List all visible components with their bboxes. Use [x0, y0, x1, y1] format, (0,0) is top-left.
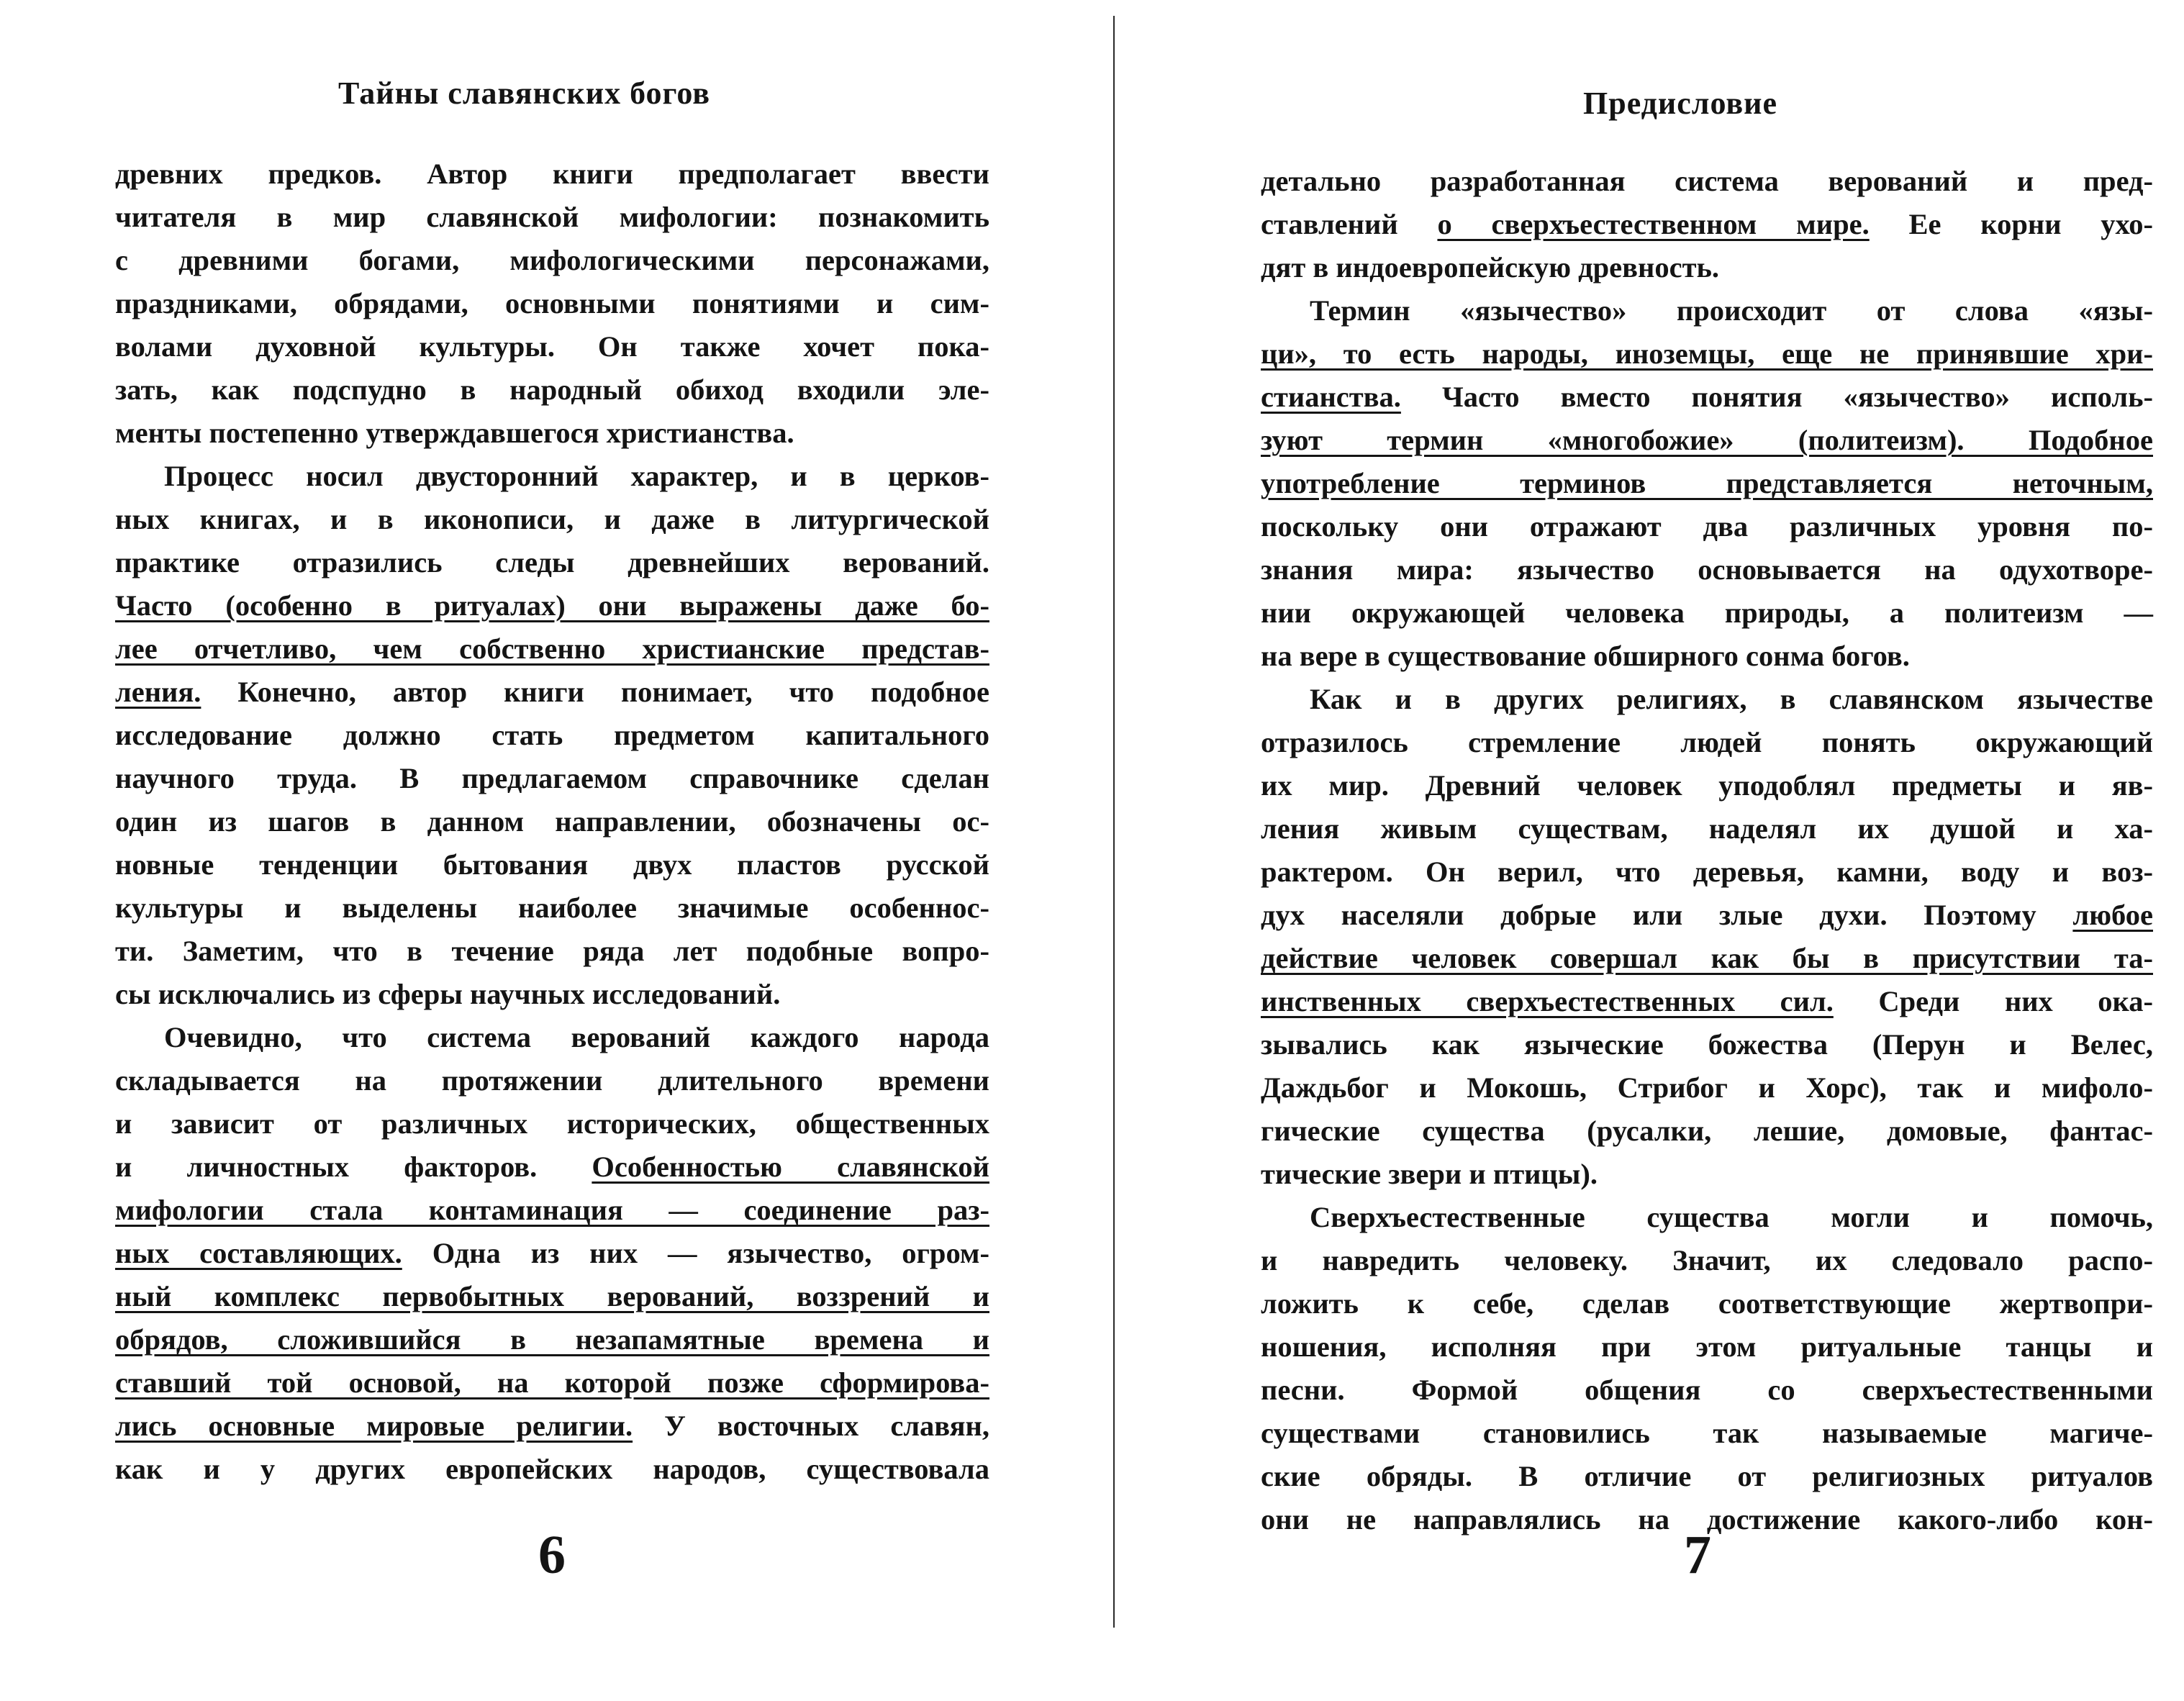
text-line: рактером. Он верил, что деревья, камни, воду и воз-: [1261, 856, 2153, 888]
underlined-text: лись основные мировые религии.: [115, 1410, 633, 1442]
text-line: на вере в существование обширного сонма богов.: [1261, 640, 1910, 672]
text-line: складывается на протяжении длительного времени: [115, 1064, 989, 1097]
underlined-line: ци», то есть народы, иноземцы, еще не принявшие хри-: [1261, 337, 2153, 370]
underlined-text: ных составляющих.: [115, 1237, 402, 1269]
text-line: [1261, 376, 2153, 419]
right-text-block: [1261, 160, 2153, 1541]
text-fragment: ставлений: [1261, 208, 1438, 240]
text-fragment: и личностных факторов.: [115, 1151, 592, 1183]
underlined-line: зуют термин «многобожие» (политеизм). Подобное: [1261, 424, 2153, 456]
text-line: [115, 1232, 989, 1275]
text-line: гические существа (русалки, лешие, домовые, фантас-: [1261, 1115, 2153, 1147]
text-line: сы исключались из сферы научных исследований.: [115, 978, 781, 1010]
underlined-line: употребление терминов представляется неточным,: [1261, 467, 2153, 499]
text-line: ские обряды. В отличие от религиозных ритуалов: [1261, 1460, 2153, 1492]
text-line: праздниками, обрядами, основными понятиями и сим-: [115, 287, 989, 319]
text-line: читателя в мир славянской мифологии: познакомить: [115, 201, 989, 233]
text-line: древних предков. Автор книги предполагает ввести: [115, 158, 989, 190]
text-line: нии окружающей человека природы, а политеизм —: [1261, 597, 2153, 629]
underlined-text: ления.: [115, 676, 201, 708]
text-line: [115, 1146, 989, 1189]
text-line: с древними богами, мифологическими персонажами,: [115, 244, 989, 276]
text-line: как и у других европейских народов, существовала: [115, 1453, 989, 1485]
underlined-text: любое: [2072, 899, 2153, 931]
text-line: научного труда. В предлагаемом справочнике сделан: [115, 762, 989, 794]
text-line: зать, как подспудно в народный обиход входили эле-: [115, 373, 989, 406]
text-line: Сверхъестественные существа могли и помочь,: [1310, 1201, 2153, 1233]
underlined-line: обрядов, сложившийся в незапамятные времена и: [115, 1323, 989, 1356]
text-fragment: Ее корни ухо-: [1869, 208, 2153, 240]
text-line: их мир. Древний человек уподоблял предметы и яв-: [1261, 769, 2153, 802]
left-page-number: 6: [538, 1525, 566, 1585]
text-line: новные тенденции бытования двух пластов русской: [115, 848, 989, 881]
text-line: [115, 671, 989, 714]
underlined-line: ный комплекс первобытных верований, воззрений и: [115, 1280, 989, 1312]
text-fragment: Конечно, автор книги понимает, что подобное: [201, 676, 989, 708]
underlined-text: о сверхъестественном мире.: [1437, 208, 1870, 240]
underlined-line: лее отчетливо, чем собственно христианские представ-: [115, 632, 989, 665]
underlined-text: стианства.: [1261, 381, 1401, 413]
text-line: тические звери и птицы).: [1261, 1158, 1598, 1190]
text-line: детально разработанная система верований и пред-: [1261, 165, 2153, 197]
text-line: Процесс носил двусторонний характер, и в церков-: [164, 460, 989, 492]
right-running-head: Предисловие: [1583, 86, 1778, 121]
left-text-block: [115, 153, 989, 1491]
text-fragment: дух населяли добрые или злые духи. Поэтому: [1261, 899, 2073, 931]
underlined-text: Особенностью славянской: [592, 1151, 990, 1183]
text-line: существами становились так называемые магиче-: [1261, 1417, 2153, 1449]
text-line: [1261, 980, 2153, 1023]
right-page-number: 7: [1684, 1525, 1711, 1585]
text-line: культуры и выделены наиболее значимые особеннос-: [115, 892, 989, 924]
text-line: отразилось стремление людей понять окружающий: [1261, 726, 2153, 758]
text-line: дят в индоевропейскую древность.: [1261, 251, 1720, 284]
text-line: и навредить человеку. Значит, их следовало распо-: [1261, 1244, 2153, 1276]
text-fragment: Часто вместо понятия «язычество» исполь-: [1400, 381, 2153, 413]
text-line: [115, 1405, 989, 1448]
text-line: практике отразились следы древнейших верований.: [115, 546, 989, 579]
text-line: Термин «язычество» происходит от слова «язы-: [1310, 294, 2153, 327]
left-running-head: Тайны славянских богов: [338, 76, 711, 111]
text-line: исследование должно стать предметом капитального: [115, 719, 989, 751]
text-fragment: Одна из них — язычество, огром-: [402, 1237, 989, 1269]
text-line: менты постепенно утверждавшегося христианства.: [115, 417, 794, 449]
underlined-line: ставший той основой, на которой позже сформирова-: [115, 1366, 989, 1399]
text-line: Даждьбог и Мокошь, Стрибог и Хорс), так и мифоло-: [1261, 1071, 2153, 1104]
underlined-line: действие человек совершал как бы в присутствии та-: [1261, 942, 2153, 974]
text-line: Как и в других религиях, в славянском язычестве: [1310, 683, 2153, 715]
text-line: они не направлялись на достижение какого-либо кон-: [1261, 1503, 2153, 1536]
text-line: волами духовной культуры. Он также хочет пока-: [115, 330, 989, 363]
underlined-line: Часто (особенно в ритуалах) они выражены даже бо-: [115, 589, 989, 622]
text-line: ношения, исполняя при этом ритуальные танцы и: [1261, 1330, 2153, 1363]
text-line: зывались как языческие божества (Перун и Велес,: [1261, 1028, 2153, 1061]
text-line: [1261, 894, 2153, 937]
underlined-text: инственных сверхъестественных сил.: [1261, 985, 1834, 1017]
right-page: [1123, 0, 2184, 1701]
text-line: ных книгах, и в иконописи, и даже в литургической: [115, 503, 989, 535]
book-gutter: [1113, 16, 1115, 1628]
text-line: Очевидно, что система верований каждого народа: [164, 1021, 989, 1053]
text-fragment: У восточных славян,: [633, 1410, 989, 1442]
text-fragment: Среди них ока-: [1833, 985, 2153, 1017]
text-line: и зависит от различных исторических, общественных: [115, 1107, 989, 1140]
text-line: знания мира: язычество основывается на одухотворе-: [1261, 553, 2153, 586]
text-line: ложить к себе, сделав соответствующие жертвопри-: [1261, 1287, 2153, 1320]
text-line: песни. Формой общения со сверхъестественными: [1261, 1374, 2153, 1406]
underlined-line: мифологии стала контаминация — соединение раз-: [115, 1194, 989, 1226]
text-line: один из шагов в данном направлении, обозначены ос-: [115, 805, 989, 838]
text-line: поскольку они отражают два различных уровня по-: [1261, 510, 2153, 543]
text-line: ления живым существам, наделял их душой и ха-: [1261, 812, 2153, 845]
text-line: [1261, 203, 2153, 246]
text-line: ти. Заметим, что в течение ряда лет подобные вопро-: [115, 935, 989, 967]
